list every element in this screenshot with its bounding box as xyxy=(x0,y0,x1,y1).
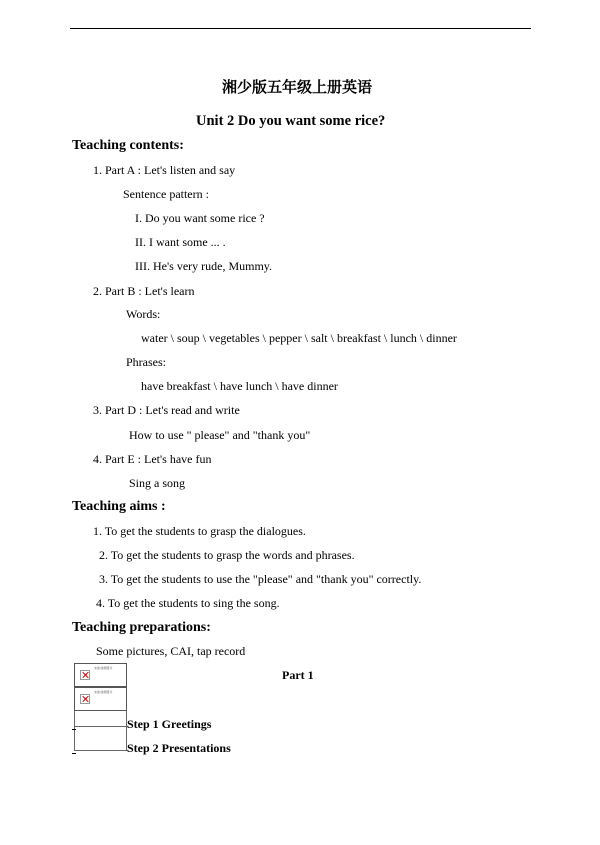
broken-image-2 xyxy=(74,687,127,711)
sentence-pattern-3: III. He's very rude, Mummy. xyxy=(135,259,273,273)
part-d-detail: How to use " please" and "thank you" xyxy=(129,428,311,442)
document-title-cn: 湘少版五年级上册英语 xyxy=(222,80,373,96)
broken-image-alt-text: 未能加载图片 xyxy=(94,690,113,694)
unit-title: Unit 2 Do you want some rice? xyxy=(196,113,386,129)
words-list: water \ soup \ vegetables \ pepper \ salt \ breakfast \ lunch \ dinner xyxy=(141,331,457,345)
broken-image-icon xyxy=(80,670,90,680)
aim-2: 2. To get the students to grasp the words and phrases. xyxy=(99,548,355,562)
words-label: Words: xyxy=(126,307,161,321)
step-2: Step 2 Presentations xyxy=(127,741,231,755)
step-1: Step 1 Greetings xyxy=(127,717,212,731)
sentence-pattern-1: I. Do you want some rice ? xyxy=(135,211,265,225)
broken-image-icon xyxy=(80,694,90,704)
part-e-detail: Sing a song xyxy=(129,476,186,490)
teaching-preparations-heading: Teaching preparations: xyxy=(72,620,211,635)
broken-image-alt-text: 未能加载图片 xyxy=(94,666,113,670)
sentence-pattern-label: Sentence pattern : xyxy=(123,187,209,201)
header-rule xyxy=(70,28,531,29)
image-frame xyxy=(74,711,127,751)
sentence-pattern-2: II. I want some ... . xyxy=(135,235,226,249)
anchor-mark xyxy=(72,753,76,754)
aim-1: 1. To get the students to grasp the dialogues. xyxy=(93,524,306,538)
anchor-mark xyxy=(72,729,76,730)
part-d-line: 3. Part D : Let's read and write xyxy=(93,403,240,417)
teaching-aims-heading: Teaching aims : xyxy=(72,499,166,514)
phrases-label: Phrases: xyxy=(126,355,166,369)
broken-image-1 xyxy=(74,663,127,687)
part-a-line: 1. Part A : Let's listen and say xyxy=(93,163,236,177)
part-e-line: 4. Part E : Let's have fun xyxy=(93,452,212,466)
teaching-contents-heading: Teaching contents: xyxy=(72,138,184,153)
phrases-list: have breakfast \ have lunch \ have dinner xyxy=(141,379,338,393)
part-heading: Part 1 xyxy=(282,668,314,682)
part-b-line: 2. Part B : Let's learn xyxy=(93,284,195,298)
aim-4: 4. To get the students to sing the song. xyxy=(96,596,280,610)
aim-3: 3. To get the students to use the "please" and "thank you" correctly. xyxy=(99,572,422,586)
preparations-items: Some pictures, CAI, tap record xyxy=(96,644,246,658)
